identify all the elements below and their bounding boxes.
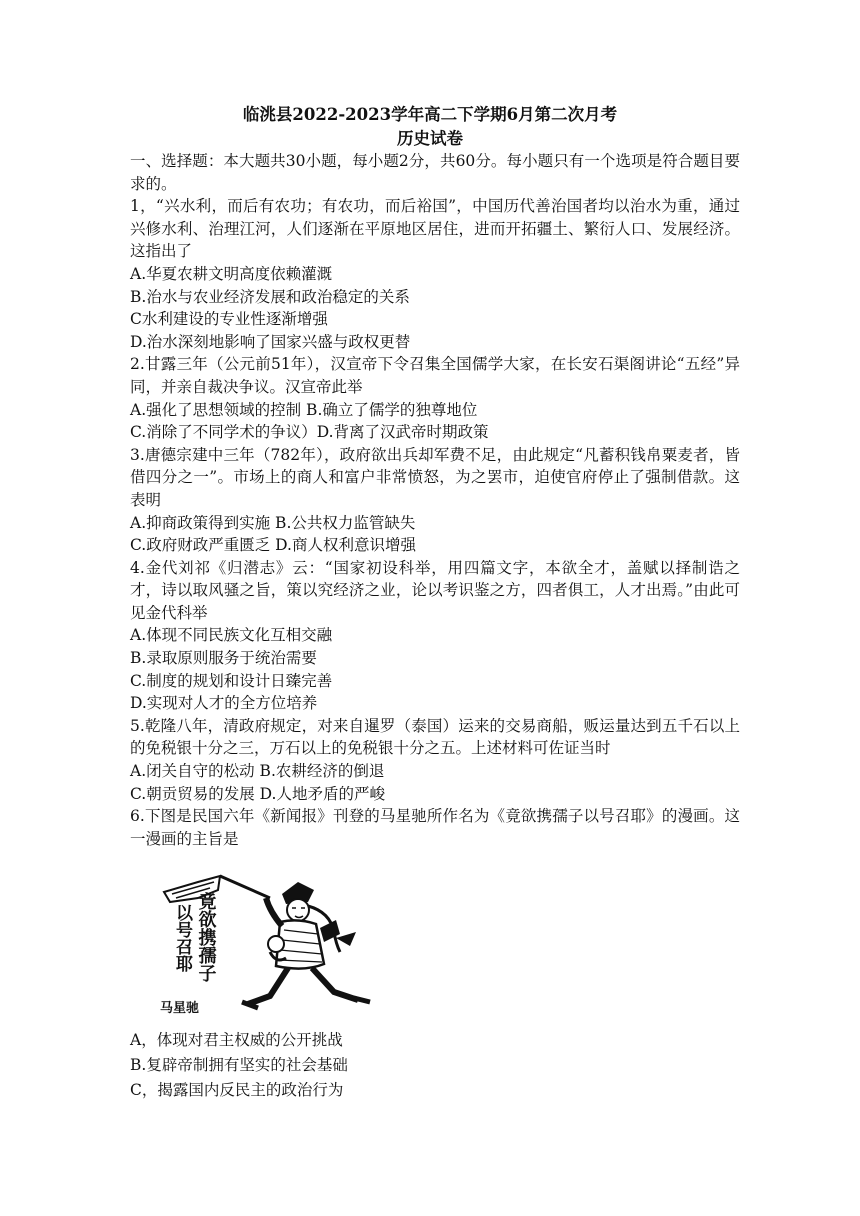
question-6-option-a: A，体现对君主权威的公开挑战 (130, 1031, 343, 1049)
cartoon-caption-left: 以号召耶 (172, 904, 192, 972)
question-3-options-cd: C.政府财政严重匮乏 D.商人权利意识增强 (130, 536, 416, 555)
question-5-options-cd: C.朝贡贸易的发展 D.人地矛盾的严峻 (130, 784, 385, 803)
question-1-option-a: A.华夏农耕文明高度依赖灌溉 (130, 264, 333, 283)
question-1-option-c: C水利建设的专业性逐渐增强 (130, 310, 328, 329)
question-1-option-d: D.治水深刻地影响了国家兴盛与政权更替 (130, 332, 411, 351)
question-2-options-cd: C.消除了不同学术的争议）D.背离了汉武帝时期政策 (130, 423, 489, 442)
question-1-stem: 1，“兴水利，而后有农功；有农功，而后裕国”，中国历代善治国者均以治水为重，通过兴修水利、治理江河，人们逐渐在平原地区居住，进而开拓疆土、繁衍人口、发展经济。这指出了 (130, 197, 740, 261)
question-4-stem: 4.金代刘祁《归潜志》云：“国家初设科举，用四篇文字，本欲全才，盖赋以择制诰之才，诗以取风骚之旨，策以究经济之业，论以考识鉴之方，四者俱工，人才出焉。”由此可见金代科举 (130, 558, 740, 622)
cartoon-signature: 马星驰 (160, 1001, 200, 1016)
question-4-option-c: C.制度的规划和设计日臻完善 (130, 671, 333, 690)
cartoon-drawing (158, 872, 380, 1020)
cartoon-caption-right: 竟欲携孺子 (195, 892, 217, 982)
question-6-options (130, 1028, 740, 1103)
question-5-stem: 5.乾隆八年，清政府规定，对来自暹罗（泰国）运来的交易商船，贩运量达到五千石以上的免税银十分之三，万石以上的免税银十分之五。上述材料可佐证当时 (130, 716, 740, 758)
question-3-stem: 3.唐德宗建中三年（782年），政府欲出兵却军费不足，由此规定“凡蓄积钱帛粟麦者，皆借四分之一”。市场上的商人和富户非常愤怒，为之罢市，迫使官府停止了强制借款。这表明 (130, 445, 740, 509)
question-6-option-b: B.复辟帝制拥有坚实的社会基础 (130, 1056, 348, 1074)
exam-subtitle: 历史试卷 (397, 129, 463, 148)
question-2-stem: 2.甘露三年（公元前51年），汉宣帝下令召集全国儒学大家，在长安石渠阁讲论“五经”异同，并亲自裁决争议。汉宣帝此举 (130, 355, 740, 396)
exam-title: 临洮县2022-2023学年高二下学期6月第二次月考 (242, 105, 618, 124)
question-2-options-ab: A.强化了思想领域的控制 B.确立了儒学的独尊地位 (130, 400, 478, 419)
question-1-option-b: B.治水与农业经济发展和政治稳定的关系 (130, 287, 410, 306)
question-3-options-ab: A.抑商政策得到实施 B.公共权力监管缺失 (130, 513, 416, 532)
question-4-option-a: A.体现不同民族文化互相交融 (130, 626, 333, 645)
question-4-option-d: D.实现对人才的全方位培养 (130, 694, 318, 713)
question-6-stem: 6.下图是民国六年《新闻报》刊登的马星驰所作名为《竟欲携孺子以号召耶》的漫画。这一漫画的主旨是 (130, 807, 740, 848)
section-intro: 一、选择题：本大题共30小题，每小题2分，共60分。每小题只有一个选项是符合题目要求的。 (130, 152, 740, 193)
cartoon-figure (158, 872, 380, 1020)
question-5-options-ab: A.闭关自守的松动 B.农耕经济的倒退 (130, 762, 385, 781)
question-6-option-c: C，揭露国内反民主的政治行为 (130, 1081, 344, 1099)
question-4-option-b: B.录取原则服务于统治需要 (130, 649, 317, 668)
exam-body (130, 150, 740, 850)
